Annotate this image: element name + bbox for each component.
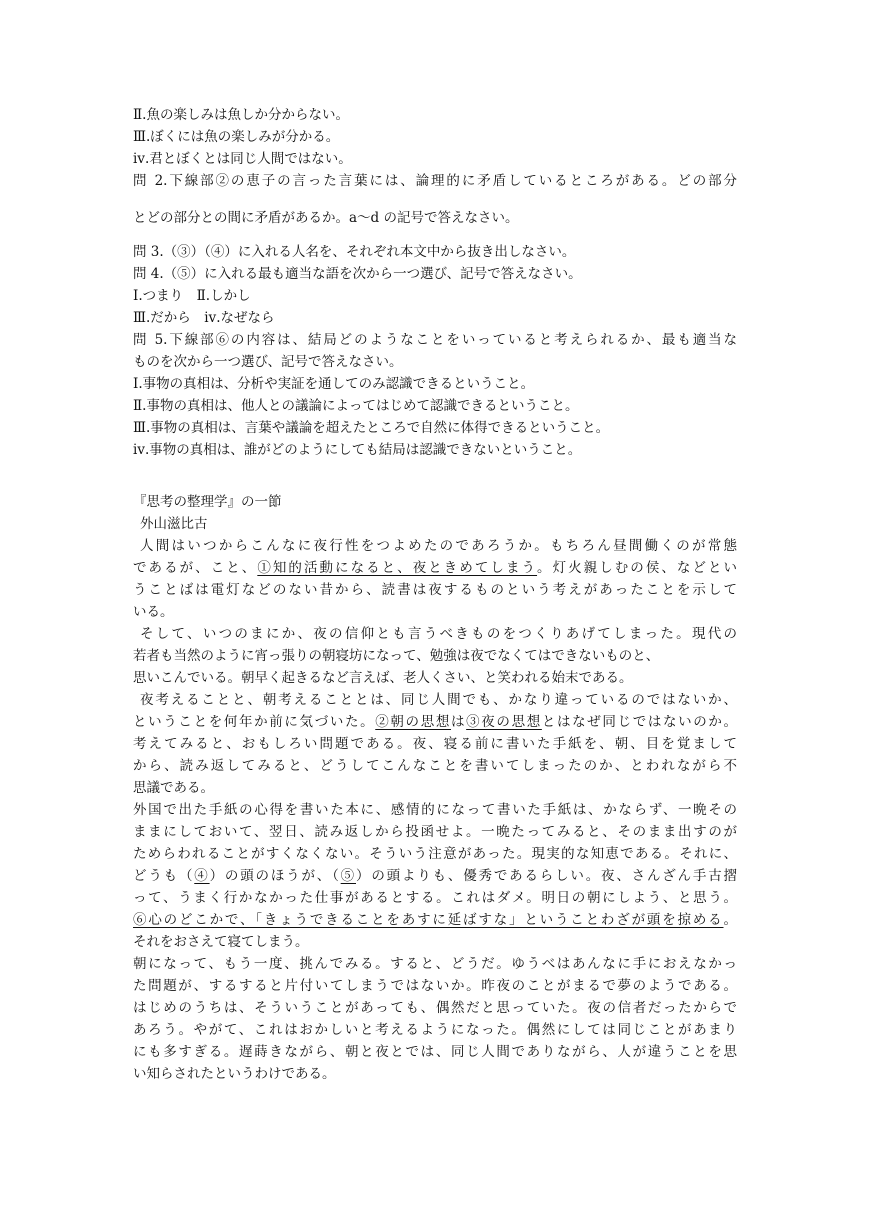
passage — [133, 491, 737, 1085]
underline-2: ②朝の思想 — [375, 714, 451, 730]
p5-line-6: い知らされたというわけである。 — [133, 1066, 336, 1082]
p2-line-3: 思いこんでいる。朝早く起きるなど言えば、老人くさい、と笑われる始末である。 — [133, 670, 633, 686]
underline-6: ⑥心のどこかで、「きょうできることをあすに延ばすな」ということわざが頭を掠める — [133, 912, 724, 928]
passage-title: 『思考の整理学』の一節 — [133, 494, 282, 510]
q5-option-3: Ⅲ.事物の真相は、言葉や議論を超えたところで自然に体得できるということ。 — [133, 420, 610, 436]
p4-line-3: ためらわれることがすくなくない。そういう注意があった。現実的な知恵である。それに、 — [133, 846, 737, 862]
p1-line-1: 人間はいつからこんなに夜行性をつよめたのであろうか。もちろん昼間働くのが常態 — [140, 538, 737, 554]
p4-line-6 — [133, 909, 737, 931]
question-section-2 — [133, 241, 737, 461]
p3-line-1: 夜考えることと、朝考えることとは、同じ人間でも、かなり違っているのではないか、 — [140, 692, 737, 708]
underline-1: ①知的活動になると、夜ときめてしまう — [257, 560, 538, 576]
p3-line-2-end: とはなぜ同じではないのか。 — [541, 714, 737, 730]
question-section — [133, 104, 737, 192]
p4-line-4-mid: ）の頭のほうが、（ — [209, 868, 341, 884]
q2-prompt-line-2: とどの部分との間に矛盾があるか。a〜d の記号で答えなさい。 — [133, 210, 519, 226]
q5-prompt-line-1: 問 5.下線部⑥の内容は、結局どのようなことをいっていると考えられるか、最も適当な — [133, 332, 737, 348]
p4-line-5: って、うまく行かなかった仕事があるとする。これはダメ。明日の朝にしよう、と思う。 — [133, 890, 737, 906]
q4-options-row-2: Ⅲ.だから ⅳ.なぜなら — [133, 310, 275, 326]
p4-line-1: 外国で出た手紙の心得を書いた本に、感情的になって書いた手紙は、かならず、一晩その — [133, 802, 737, 818]
p5-line-5: にも多すぎる。遅蒔きながら、朝と夜とでは、同じ人間でありながら、人が違うことを思 — [133, 1044, 737, 1060]
p1-line-2 — [133, 557, 737, 579]
p4-line-4-end: ）の頭よりも、優秀であるらしい。夜、さんざん手古摺 — [356, 868, 737, 884]
p3-line-3: 考えてみると、おもしろい問題である。夜、寝る前に書いた手紙を、朝、目を覚まして — [133, 736, 737, 752]
q5-option-4: ⅳ.事物の真相は、誰がどのようにしても結局は認識できないということ。 — [133, 442, 582, 458]
passage-author: 外山滋比古 — [140, 516, 208, 532]
p4-line-4-start: どうも（ — [133, 868, 195, 884]
p3-line-2-mid: は — [450, 714, 467, 730]
p4-line-2: ままにしておいて、翌日、読み返しから投函せよ。一晩たってみると、そのまま出すのが — [133, 824, 737, 840]
p5-line-3: はじめのうちは、そういうことがあっても、偶然だと思っていた。夜の信者だったからで — [133, 1000, 737, 1016]
p1-line-2-start: であるが、こと、 — [133, 560, 258, 576]
blank-4: ④ — [194, 868, 210, 884]
p5-line-2: た問題が、するすると片付いてしまうではないか。昨夜のことがまるで夢のようである。 — [133, 978, 737, 994]
q2-prompt-line-1: 問 2.下線部②の恵子の言った言葉には、論理的に矛盾しているところがある。どの部分 — [133, 173, 737, 189]
underline-3: ③夜の思想 — [466, 714, 542, 730]
blank-5: ⑤ — [340, 868, 356, 884]
p4-line-6-end: 。 — [723, 912, 737, 928]
p4-line-7: それをおさえて寝てしまう。 — [133, 934, 309, 950]
q5-prompt-line-2: ものを次から一つ選び、記号で答えなさい。 — [133, 354, 403, 370]
q2-prompt-continued — [133, 207, 737, 229]
p5-line-4: あろう。やがて、これはおかしいと考えるようになった。偶然にしては同じことがあまり — [133, 1022, 737, 1038]
q1-option-4: ⅳ.君とぼくとは同じ人間ではない。 — [133, 151, 352, 167]
p3-line-4: から、読み返してみると、どうしてこんなことを書いてしまったのか、とわれながら不 — [133, 758, 737, 774]
q1-option-3: Ⅲ.ぼくには魚の楽しみが分かる。 — [133, 129, 340, 145]
q3-prompt: 問 3.（③）（④）に入れる人名を、それぞれ本文中から抜き出しなさい。 — [133, 244, 576, 260]
p3-line-5: 思議である。 — [133, 780, 214, 796]
p5-line-1: 朝になって、もう一度、挑んでみる。すると、どうだ。ゆうべはあんなに手におえなかっ — [133, 956, 737, 972]
p3-line-2 — [133, 711, 737, 733]
p1-line-3: うことばは電灯などのない昔から、読書は夜するものという考えがあったことを示して — [133, 582, 737, 598]
p2-line-2: 若者も当然のように宵っ張りの朝寝坊になって、勉強は夜でなくてはできないものと、 — [133, 648, 660, 664]
p3-line-2-start: ということを何年か前に気づいた。 — [133, 714, 376, 730]
q5-option-1: Ⅰ.事物の真相は、分析や実証を通してのみ認識できるということ。 — [133, 376, 535, 392]
p4-line-4 — [133, 865, 737, 887]
q4-prompt: 問 4.（⑤）に入れる最も適当な語を次から一つ選び、記号で答えなさい。 — [133, 266, 582, 282]
p2-line-1: そして、いつのまにか、夜の信仰とも言うべきものをつくりあげてしまった。現代の — [140, 626, 737, 642]
p1-line-4: いる。 — [133, 604, 174, 620]
q1-option-2: Ⅱ.魚の楽しみは魚しか分からない。 — [133, 107, 349, 123]
q4-options-row-1: Ⅰ.つまり Ⅱ.しかし — [133, 288, 251, 304]
p1-line-2-end: 。灯火親しむの侯、などとい — [537, 560, 737, 576]
q5-option-2: Ⅱ.事物の真相は、他人との議論によってはじめて認識できるということ。 — [133, 398, 579, 414]
